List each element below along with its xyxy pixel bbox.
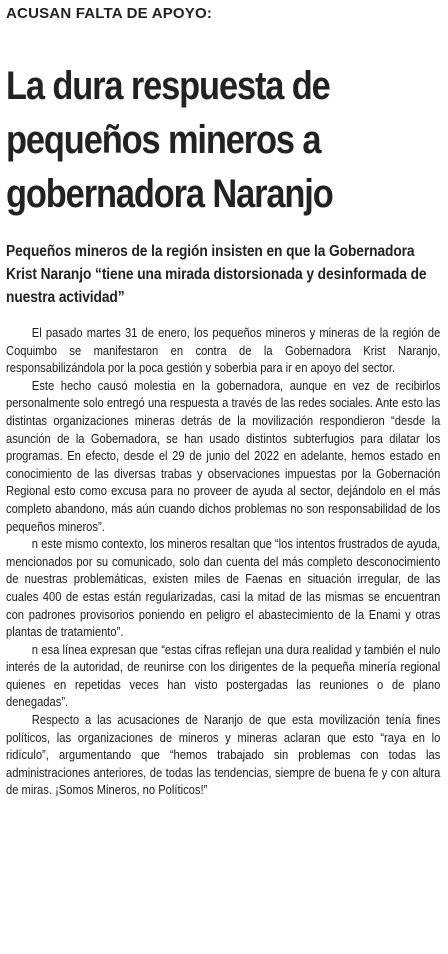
body-paragraph: Respecto a las acusaciones de Naranjo de que esta movilización tenía fines políticos, las organizaciones de mineros y mineras aclaran que esto “raya en lo ridículo”, argumentando que “hemos trabajado sin problemas con todas las administraciones anteriores, de todas las tendencias, siempre de buena fe y con altura de miras. ¡Somos Mineros, no Políticos!” (6, 712, 441, 798)
body-paragraph: El pasado martes 31 de enero, los pequeños mineros y mineras de la región de Coquimbo se manifestaron en contra de la Gobernadora Krist Naranjo, responsabilizándola por la poca gestión y soberbia para ir en apoyo del sector. (6, 325, 441, 376)
article-deck: Pequeños mineros de la región insisten en que la Gobernadora Krist Naranjo “tiene una mirada distorsionada y desinformada de nuestra actividad” (6, 243, 427, 306)
article-body (6, 324, 440, 799)
article-headline: La dura respuesta de pequeños mineros a gobernadora Naranjo (6, 64, 333, 216)
article-kicker: ACUSAN FALTA DE APOYO: (6, 5, 213, 22)
body-paragraph: n este mismo contexto, los mineros resaltan que “los intentos frustrados de ayuda, mencionados por su comunicado, solo dan cuenta del más completo desconocimiento de nuestras problemáticas, existen miles de Faenas en situación irregular, de las cuales 400 de estas están regularizadas, casi la mitad de las mismas se encuentran con padrones provisorios poniendo en peligro el abastecimiento de la Enami y otras plantas de tratamiento”. (6, 536, 441, 640)
body-paragraph: Este hecho causó molestia en la gobernadora, aunque en vez de recibirlos personalmente solo entregó una respuesta a través de las redes sociales. Ante esto las distintas organizaciones mineras detrás de la movilización respondieron “desde la asunción de la Gobernadora, se han usado distintos subterfugios para dilatar los programas. En efecto, desde el 29 de junio del 2022 en adelante, hemos estado en conocimiento de las diversas trabas y observaciones impuestas por la Gobernación Regional esto como excusa para no proveer de ayuda al sector, dejándolo en el más completo abandono, más aún cuando dichos problemas no son responsabilidad de los pequeños mineros”. (6, 377, 441, 534)
body-paragraph: n esa línea expresan que “estas cifras reflejan una dura realidad y también el nulo interés de la autoridad, de reunirse con los dirigentes de la pequeña minería regional quienes en repetidas veces han visto postergadas las reuniones o de plano denegadas”. (6, 641, 441, 710)
news-article (6, 0, 442, 799)
